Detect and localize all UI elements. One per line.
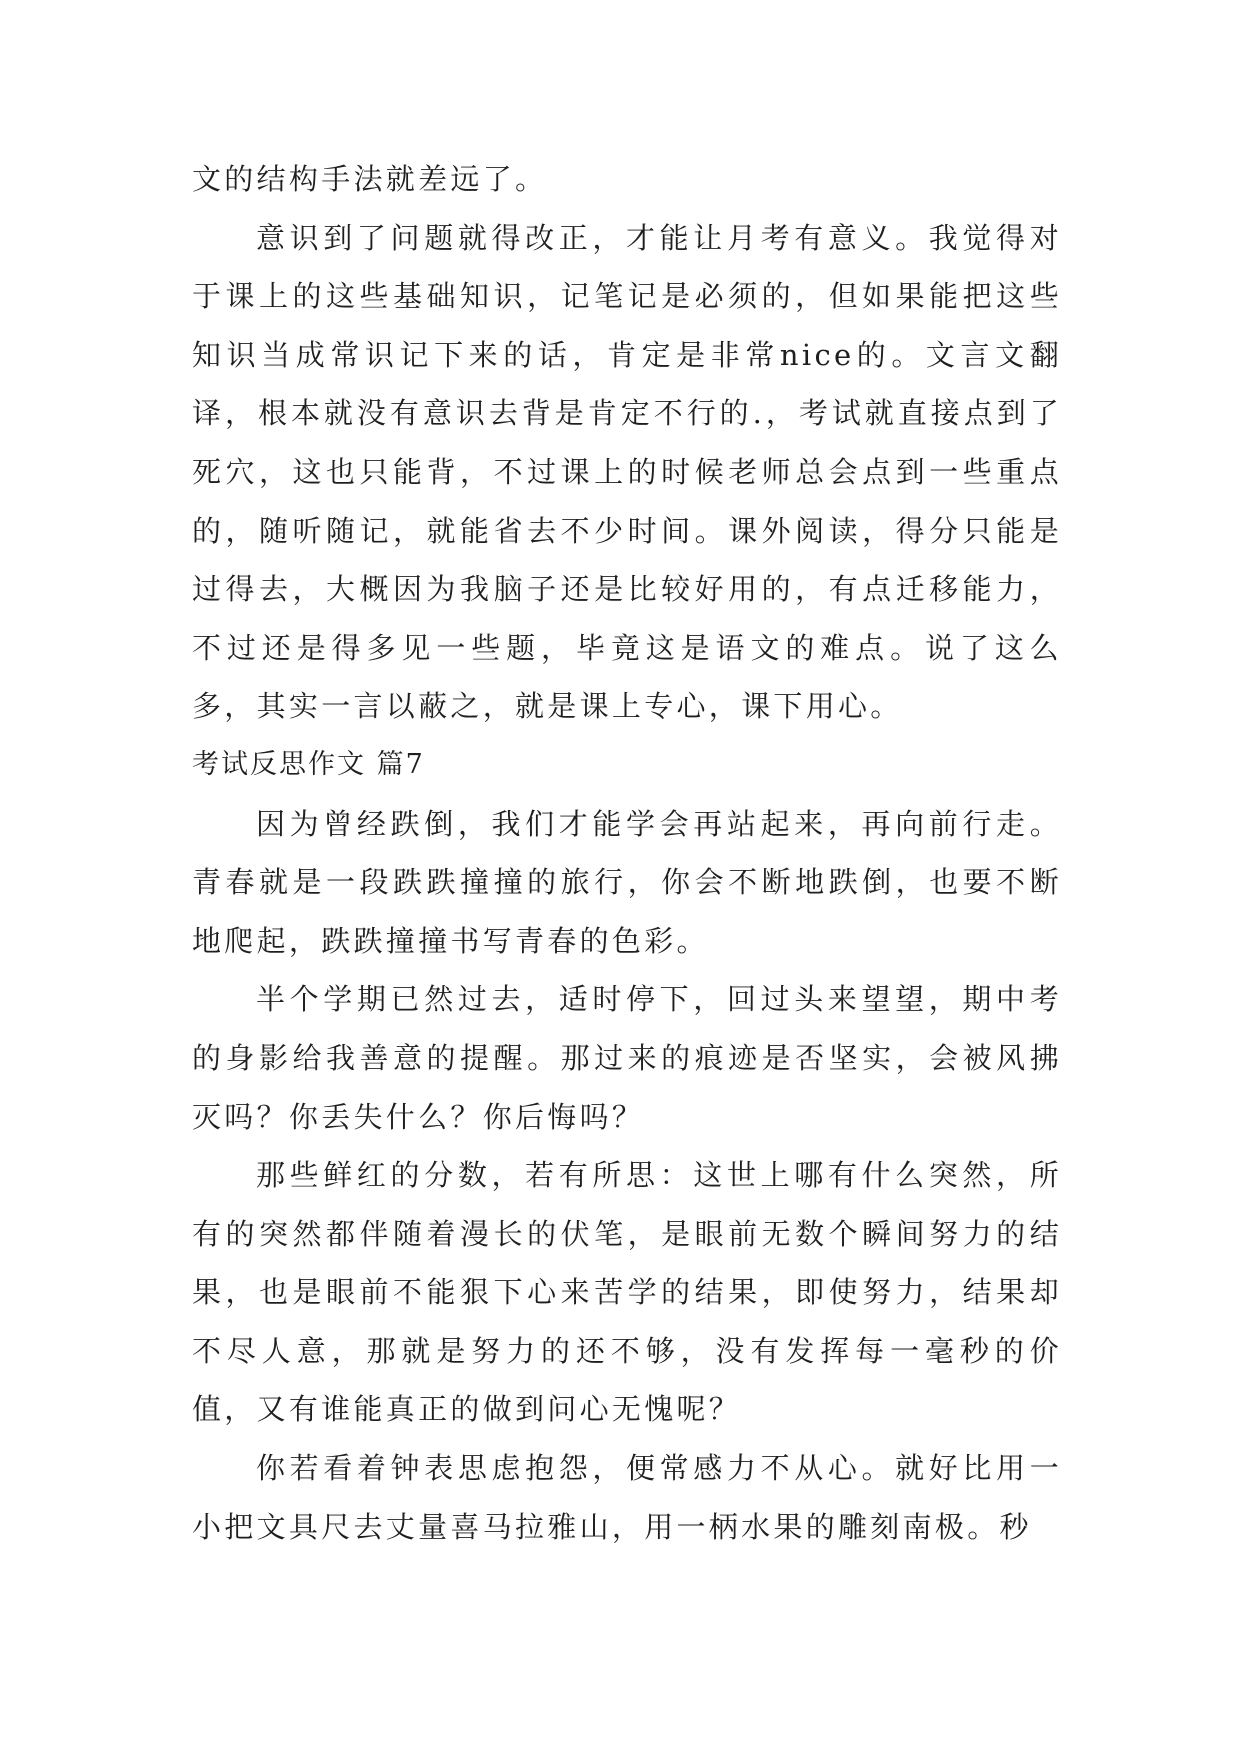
paragraph-continuation: 文的结构手法就差远了。 (192, 162, 548, 196)
paragraph-red-scores: 那些鲜红的分数，若有所思：这世上哪有什么突然，所有的突然都伴随着漫长的伏笔，是眼前无数个瞬间努力的结果，也是眼前不能狠下心来苦学的结果，即使努力，结果却不尽人意，那就是努力的还不够，没有发挥每一毫秒的价值，又有谁能真正的做到问心无愧呢？ (192, 1158, 1062, 1427)
paragraph-study-reflection: 意识到了问题就得改正，才能让月考有意义。我觉得对于课上的这些基础知识，记笔记是必须的，但如果能把这些知识当成常识记下来的话，肯定是非常nice的。文言文翻译，根本就没有意识去背是肯定不行的.，考试就直接点到了死穴，这也只能背，不过课上的时候老师总会点到一些重点的，随听随记，就能省去不少时间。课外阅读，得分只能是过得去，大概因为我脑子还是比较好用的，有点迁移能力，不过还是得多见一些题，毕竟这是语文的难点。说了这么多，其实一言以蔽之，就是课上专心，课下用心。 (192, 220, 1062, 724)
section-heading: 考试反思作文 篇7 (192, 748, 425, 780)
paragraph-midterm-look-back: 半个学期已然过去，适时停下，回过头来望望，期中考的身影给我善意的提醒。那过来的痕迹是否坚实，会被风拂灭吗？你丢失什么？你后悔吗？ (192, 982, 1062, 1134)
paragraph-youth-stumbling: 因为曾经跌倒，我们才能学会再站起来，再向前行走。青春就是一段跌跌撞撞的旅行，你会不断地跌倒，也要不断地爬起，跌跌撞撞书写青春的色彩。 (192, 806, 1062, 958)
paragraph-clock-complaint: 你若看着钟表思虑抱怨，便常感力不从心。就好比用一小把文具尺去丈量喜马拉雅山，用一柄水果的雕刻南极。秒 (192, 1451, 1062, 1544)
document-page (192, 150, 1062, 1556)
